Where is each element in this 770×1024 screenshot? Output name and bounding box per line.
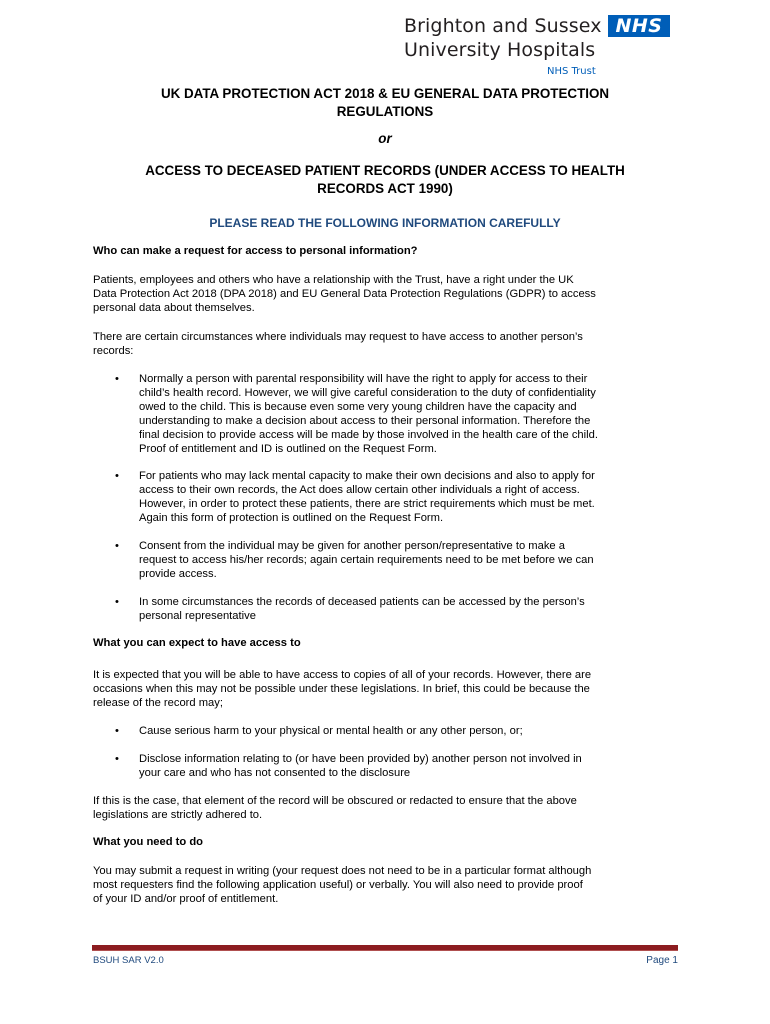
title-line: UK DATA PROTECTION ACT 2018 & EU GENERAL DATA PROTECTION: [160, 86, 610, 101]
trust-name: [404, 14, 602, 62]
bullet-marker: •: [115, 725, 119, 737]
text-line: It is expected that you will be able to have access to copies of all of your records. However, there are: [93, 669, 592, 681]
text-line: provide access.: [139, 568, 217, 580]
list-item: [139, 724, 684, 738]
document-title: [92, 85, 678, 121]
text-line: Consent from the individual may be given for another person/representative to make a: [139, 540, 565, 552]
text-line: records:: [93, 345, 134, 357]
title-line: REGULATIONS: [336, 104, 434, 119]
text-line: final decision to provide access will be made by those involved in the health care of the child.: [139, 429, 598, 441]
text-line: child’s health record. However, we will give careful consideration to the duty of confidentiality: [139, 387, 596, 399]
bullet-marker: •: [115, 470, 119, 482]
text-line: Proof of entitlement and ID is outlined on the Request Form.: [139, 443, 437, 455]
text-line: In some circumstances the records of deceased patients can be accessed by the person’s: [139, 596, 585, 608]
text-line: release of the record may;: [93, 697, 223, 709]
paragraph: [93, 794, 683, 822]
text-line: For patients who may lack mental capacity to make their own decisions and also to apply for: [139, 470, 595, 482]
footer-divider: [92, 945, 678, 951]
bullet-marker: •: [115, 540, 119, 552]
paragraph: [93, 668, 683, 710]
section-heading: What you can expect to have access to: [93, 637, 301, 649]
text-line: request to access his/her records; again certain requirements need to be met before we can: [139, 554, 594, 566]
text-line: personal data about themselves.: [93, 302, 255, 314]
page-number: Page 1: [646, 955, 678, 966]
paragraph: [93, 330, 683, 358]
text-line: understanding to make a decision about access to their personal information. Therefore the: [139, 415, 591, 427]
title-line: ACCESS TO DECEASED PATIENT RECORDS (UNDER ACCESS TO HEALTH: [145, 163, 625, 178]
trust-name-line2: University Hospitals: [404, 39, 596, 61]
paragraph: [93, 273, 683, 315]
text-line: personal representative: [139, 610, 256, 622]
title-or: or: [378, 131, 392, 146]
paragraph: [93, 864, 683, 906]
read-carefully-notice: PLEASE READ THE FOLLOWING INFORMATION CAREFULLY: [209, 216, 561, 230]
section-heading: What you need to do: [93, 836, 204, 848]
text-line: occasions when this may not be possible under these legislations. In brief, this could be because the: [93, 683, 590, 695]
text-line: owed to the child. This is because even some very young children have the capacity and: [139, 401, 577, 413]
text-line: Data Protection Act 2018 (DPA 2018) and EU General Data Protection Regulations (GDPR) to access: [93, 288, 596, 300]
title-line: RECORDS ACT 1990): [317, 181, 453, 196]
trust-name-line1: Brighton and Sussex: [404, 15, 602, 37]
text-line: Again this form of protection is outlined on the Request Form.: [139, 512, 444, 524]
nhs-logo: NHS: [608, 15, 670, 37]
text-line: Normally a person with parental responsibility will have the right to apply for access to their: [139, 373, 588, 385]
text-line: There are certain circumstances where individuals may request to have access to another person’s: [93, 331, 583, 343]
list-item: [139, 595, 684, 623]
text-line: Cause serious harm to your physical or mental health or any other person, or;: [139, 725, 523, 737]
text-line: legislations are strictly adhered to.: [93, 809, 263, 821]
document-version: BSUH SAR V2.0: [93, 955, 164, 966]
text-line: of your ID and/or proof of entitlement.: [93, 893, 279, 905]
text-line: most requesters find the following application useful) or verbally. You will also need to provide proof: [93, 879, 583, 891]
text-line: access to their own records, the Act does allow certain other individuals a right of access.: [139, 484, 580, 496]
list-item: [139, 752, 684, 780]
nhs-trust-label: NHS Trust: [547, 66, 596, 77]
document-subtitle: [92, 162, 678, 198]
bullet-marker: •: [115, 596, 119, 608]
trust-logo: [404, 14, 674, 84]
bullet-marker: •: [115, 753, 119, 765]
list-item: [139, 372, 684, 456]
text-line: If this is the case, that element of the record will be obscured or redacted to ensure that the above: [93, 795, 577, 807]
section-heading: Who can make a request for access to personal information?: [93, 245, 418, 257]
text-line: You may submit a request in writing (your request does not need to be in a particular format although: [93, 865, 592, 877]
list-item: [139, 539, 684, 581]
text-line: Patients, employees and others who have a relationship with the Trust, have a right under the UK: [93, 274, 574, 286]
list-item: [139, 469, 684, 525]
text-line: However, in order to protect these patients, there are strict requirements which must be met.: [139, 498, 595, 510]
text-line: Disclose information relating to (or have been provided by) another person not involved in: [139, 753, 582, 765]
text-line: your care and who has not consented to the disclosure: [139, 767, 411, 779]
bullet-marker: •: [115, 373, 119, 385]
